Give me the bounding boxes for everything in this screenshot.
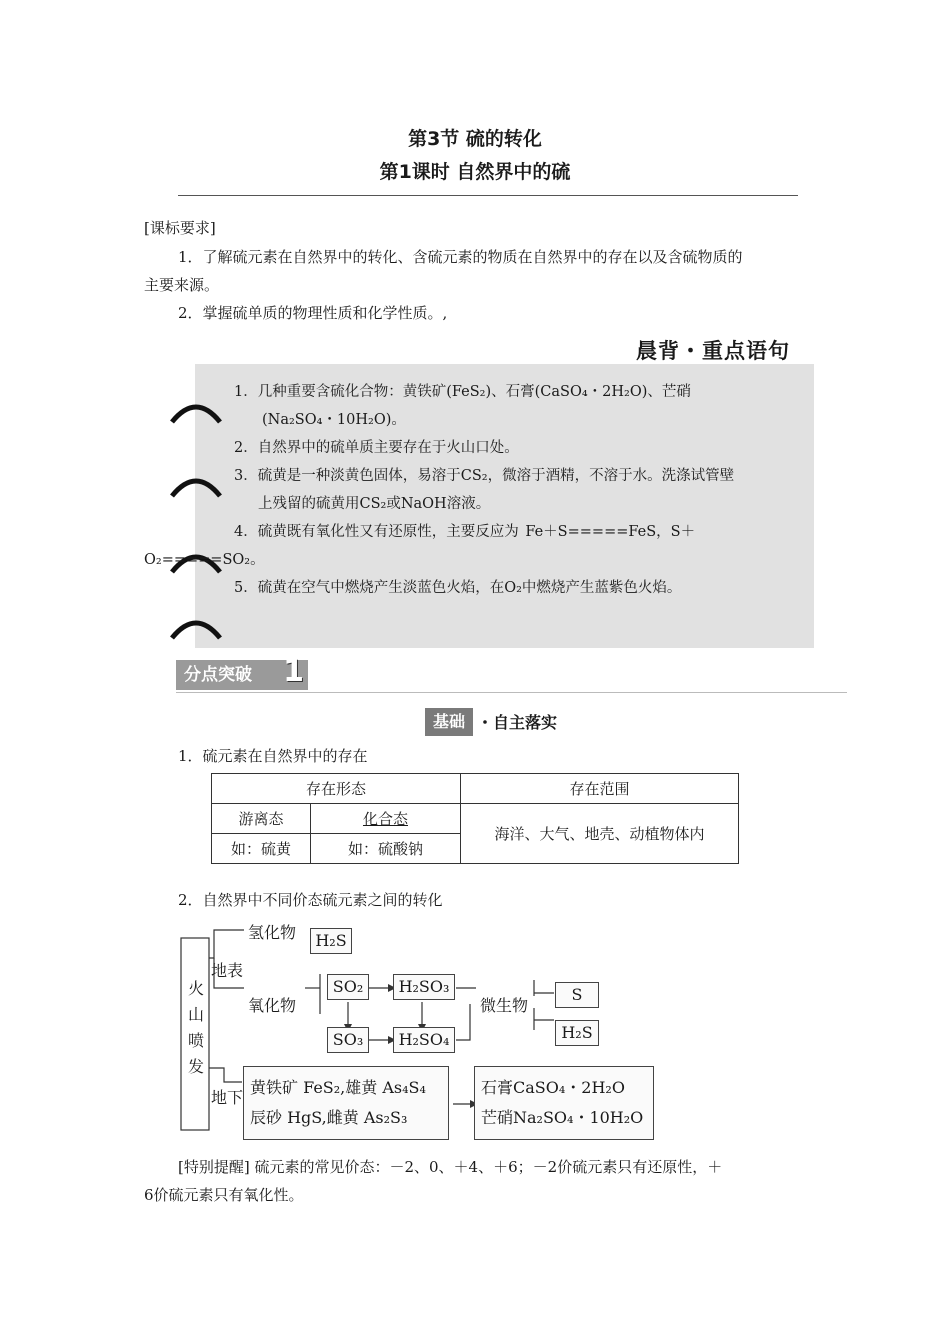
- minerals-line2: 辰砂 HgS,雌黄 As₂S₃: [250, 1108, 408, 1127]
- col-form-header: 存在形态: [212, 774, 461, 804]
- basics-tag: 基础: [425, 708, 473, 736]
- products-line2: 芒硝Na₂SO₄・10H₂O: [481, 1108, 644, 1127]
- minerals-box: [243, 1066, 449, 1140]
- binder-ring-icon: [168, 472, 224, 500]
- volcano-char: 火: [187, 979, 204, 998]
- requirement-2: 2．掌握硫单质的物理性质和化学性质。,: [178, 304, 448, 322]
- free-example-cell: 如：硫黄: [212, 834, 311, 864]
- requirements-label: [课标要求]: [144, 219, 216, 237]
- volcano-char: 发: [187, 1057, 204, 1076]
- section-banner: [176, 654, 308, 690]
- banner-label: 分点突破: [184, 665, 252, 685]
- underground-label: 地下: [211, 1088, 244, 1107]
- lesson-title: 第1课时 自然界中的硫: [379, 161, 571, 183]
- so2-box: SO₂: [327, 974, 369, 1000]
- key-point-3-line2: 上残留的硫黄用CS₂或NaOH溶液。: [258, 496, 491, 512]
- key-point-1-line2: (Na₂SO₄・10H₂O)。: [262, 412, 406, 428]
- h2so3-box: H₂SO₃: [393, 974, 455, 1000]
- existence-table: [211, 773, 739, 864]
- s-box: S: [555, 982, 599, 1008]
- key-point-2: 2．自然界中的硫单质主要存在于火山口处。: [234, 440, 519, 456]
- requirement-1-line1: 1．了解硫元素在自然界中的转化、含硫元素的物质在自然界中的存在以及含硫物质的: [178, 248, 743, 266]
- combined-example-cell: 如：硫酸钠: [311, 834, 461, 864]
- title-divider: [178, 195, 798, 196]
- surface-label: 地表: [211, 961, 244, 980]
- section-title: 第3节 硫的转化: [408, 128, 542, 150]
- existence-heading: 1．硫元素在自然界中的存在: [178, 747, 368, 765]
- h2s-top-box: H₂S: [310, 928, 352, 954]
- oxide-label: 氧化物: [248, 996, 297, 1015]
- binder-ring-icon: [168, 398, 224, 426]
- combined-state-cell: [311, 804, 461, 834]
- volcano-label: [186, 976, 206, 1080]
- requirement-1-line2: 主要来源。: [144, 276, 220, 294]
- free-state-cell: 游离态: [212, 804, 311, 834]
- key-point-4-line1: 4．硫黄既有氧化性又有还原性，主要反应为 Fe＋S=====FeS，S＋: [234, 524, 696, 540]
- volcano-char: 喷: [187, 1031, 204, 1050]
- products-box: [474, 1066, 654, 1140]
- h2so4-box: H₂SO₄: [393, 1027, 455, 1053]
- conversion-heading: 2．自然界中不同价态硫元素之间的转化: [178, 891, 443, 909]
- combined-state-text: 化合态: [362, 810, 408, 828]
- range-cell: 海洋、大气、地壳、动植物体内: [461, 804, 739, 864]
- basics-subtitle: ・自主落实: [477, 713, 558, 732]
- banner-number: 1: [283, 654, 304, 689]
- binder-ring-icon: [168, 614, 224, 642]
- morning-recite-heading: 晨背・重点语句: [636, 339, 790, 363]
- hydride-label: 氢化物: [248, 923, 297, 942]
- so3-box: SO₃: [327, 1027, 369, 1053]
- key-point-1-line1: 1．几种重要含硫化合物：黄铁矿(FeS₂)、石膏(CaSO₄・2H₂O)、芒硝: [234, 384, 691, 400]
- tip-line2: 6价硫元素只有氧化性。: [144, 1186, 304, 1204]
- key-point-5: 5．硫黄在空气中燃烧产生淡蓝色火焰，在O₂中燃烧产生蓝紫色火焰。: [234, 580, 682, 596]
- microbe-label: 微生物: [480, 996, 529, 1015]
- minerals-line1: 黄铁矿 FeS₂,雄黄 As₄S₄: [250, 1078, 426, 1097]
- key-point-4-line2: O₂=====SO₂。: [144, 552, 265, 568]
- col-range-header: 存在范围: [461, 774, 739, 804]
- volcano-char: 山: [187, 1005, 204, 1024]
- banner-divider: [176, 692, 847, 693]
- tip-line1: [特别提醒] 硫元素的常见价态：－2、0、＋4、＋6；－2价硫元素只有还原性，＋: [178, 1158, 723, 1176]
- products-line1: 石膏CaSO₄・2H₂O: [481, 1078, 625, 1097]
- h2s-right-box: H₂S: [555, 1020, 599, 1046]
- key-point-3-line1: 3．硫黄是一种淡黄色固体，易溶于CS₂，微溶于酒精，不溶于水。洗涤试管壁: [234, 468, 735, 484]
